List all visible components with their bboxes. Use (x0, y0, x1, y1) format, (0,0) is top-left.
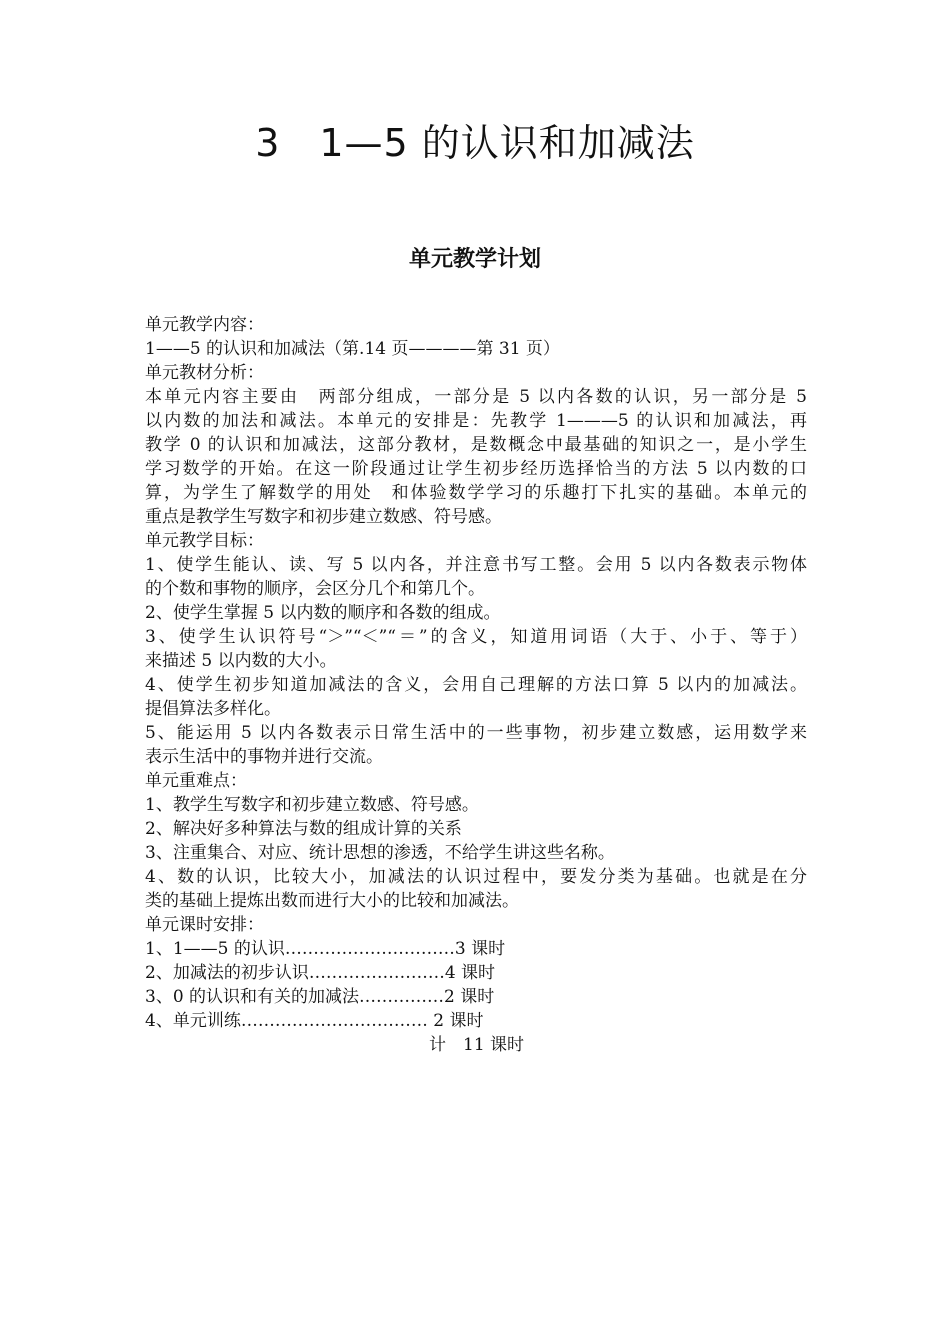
page-title: 3 1—5 的认识和加减法 (255, 121, 695, 165)
text-line: 5、能运用 5 以内各数表示日常生活中的一些事物，初步建立数感，运用数学来 (145, 723, 807, 743)
text-line: 单元教学目标： (145, 531, 264, 551)
text-line: 3、0 的认识和有关的加减法……………2 课时 (145, 987, 495, 1007)
page-subtitle: 单元教学计划 (408, 247, 541, 272)
text-line: 3、使学生认识符号“＞”“＜”“＝”的含义，知道用词语（大于、小于、等于） (145, 627, 807, 647)
text-line: 本单元内容主要由 两部分组成，一部分是 5 以内各数的认识，另一部分是 5 (145, 387, 807, 407)
text-line: 4、使学生初步知道加减法的含义，会用自己理解的方法口算 5 以内的加减法。 (145, 675, 807, 695)
text-line: 类的基础上提炼出数而进行大小的比较和加减法。 (145, 891, 519, 911)
text-line: 的个数和事物的顺序，会区分几个和第几个。 (145, 579, 485, 599)
document-body (145, 313, 807, 1057)
text-line: 4、数的认识，比较大小，加减法的认识过程中，要发分类为基础。也就是在分 (145, 867, 807, 887)
text-line: 2、解决好多种算法与数的组成计算的关系 (145, 819, 462, 839)
text-line: 1、1——5 的认识…………………………3 课时 (145, 939, 506, 959)
text-line: 2、加减法的初步认识……………………4 课时 (145, 963, 496, 983)
text-line: 来描述 5 以内数的大小。 (145, 651, 337, 671)
text-line: 单元课时安排： (145, 915, 264, 935)
text-line: 1、教学生写数字和初步建立数感、符号感。 (145, 795, 479, 815)
text-line: 算，为学生了解数学的用处 和体验数学学习的乐趣打下扎实的基础。本单元的 (145, 483, 807, 503)
text-line: 1——5 的认识和加减法（第.14 页————第 31 页） (145, 339, 560, 359)
text-line: 4、单元训练…………………………… 2 课时 (145, 1011, 484, 1031)
text-line: 单元教学内容： (145, 315, 264, 335)
text-line: 1、使学生能认、读、写 5 以内各，并注意书写工整。会用 5 以内各数表示物体 (145, 555, 807, 575)
text-line: 教学 0 的认识和加减法，这部分教材，是数概念中最基础的知识之一，是小学生 (145, 435, 807, 455)
text-line: 学习数学的开始。在这一阶段通过让学生初步经历选择恰当的方法 5 以内数的口 (145, 459, 807, 479)
text-line: 3、注重集合、对应、统计思想的渗透，不给学生讲这些名称。 (145, 843, 615, 863)
total-hours: 计 11 课时 (429, 1035, 525, 1055)
text-line: 提倡算法多样化。 (145, 699, 281, 719)
text-line: 表示生活中的事物并进行交流。 (145, 747, 383, 767)
text-line: 重点是教学生写数字和初步建立数感、符号感。 (145, 507, 502, 527)
text-line: 以内数的加法和减法。本单元的安排是：先教学 1———5 的认识和加减法，再 (145, 411, 807, 431)
text-line: 单元重难点： (145, 771, 247, 791)
text-line: 2、使学生掌握 5 以内数的顺序和各数的组成。 (145, 603, 501, 623)
text-line: 单元教材分析： (145, 363, 264, 383)
